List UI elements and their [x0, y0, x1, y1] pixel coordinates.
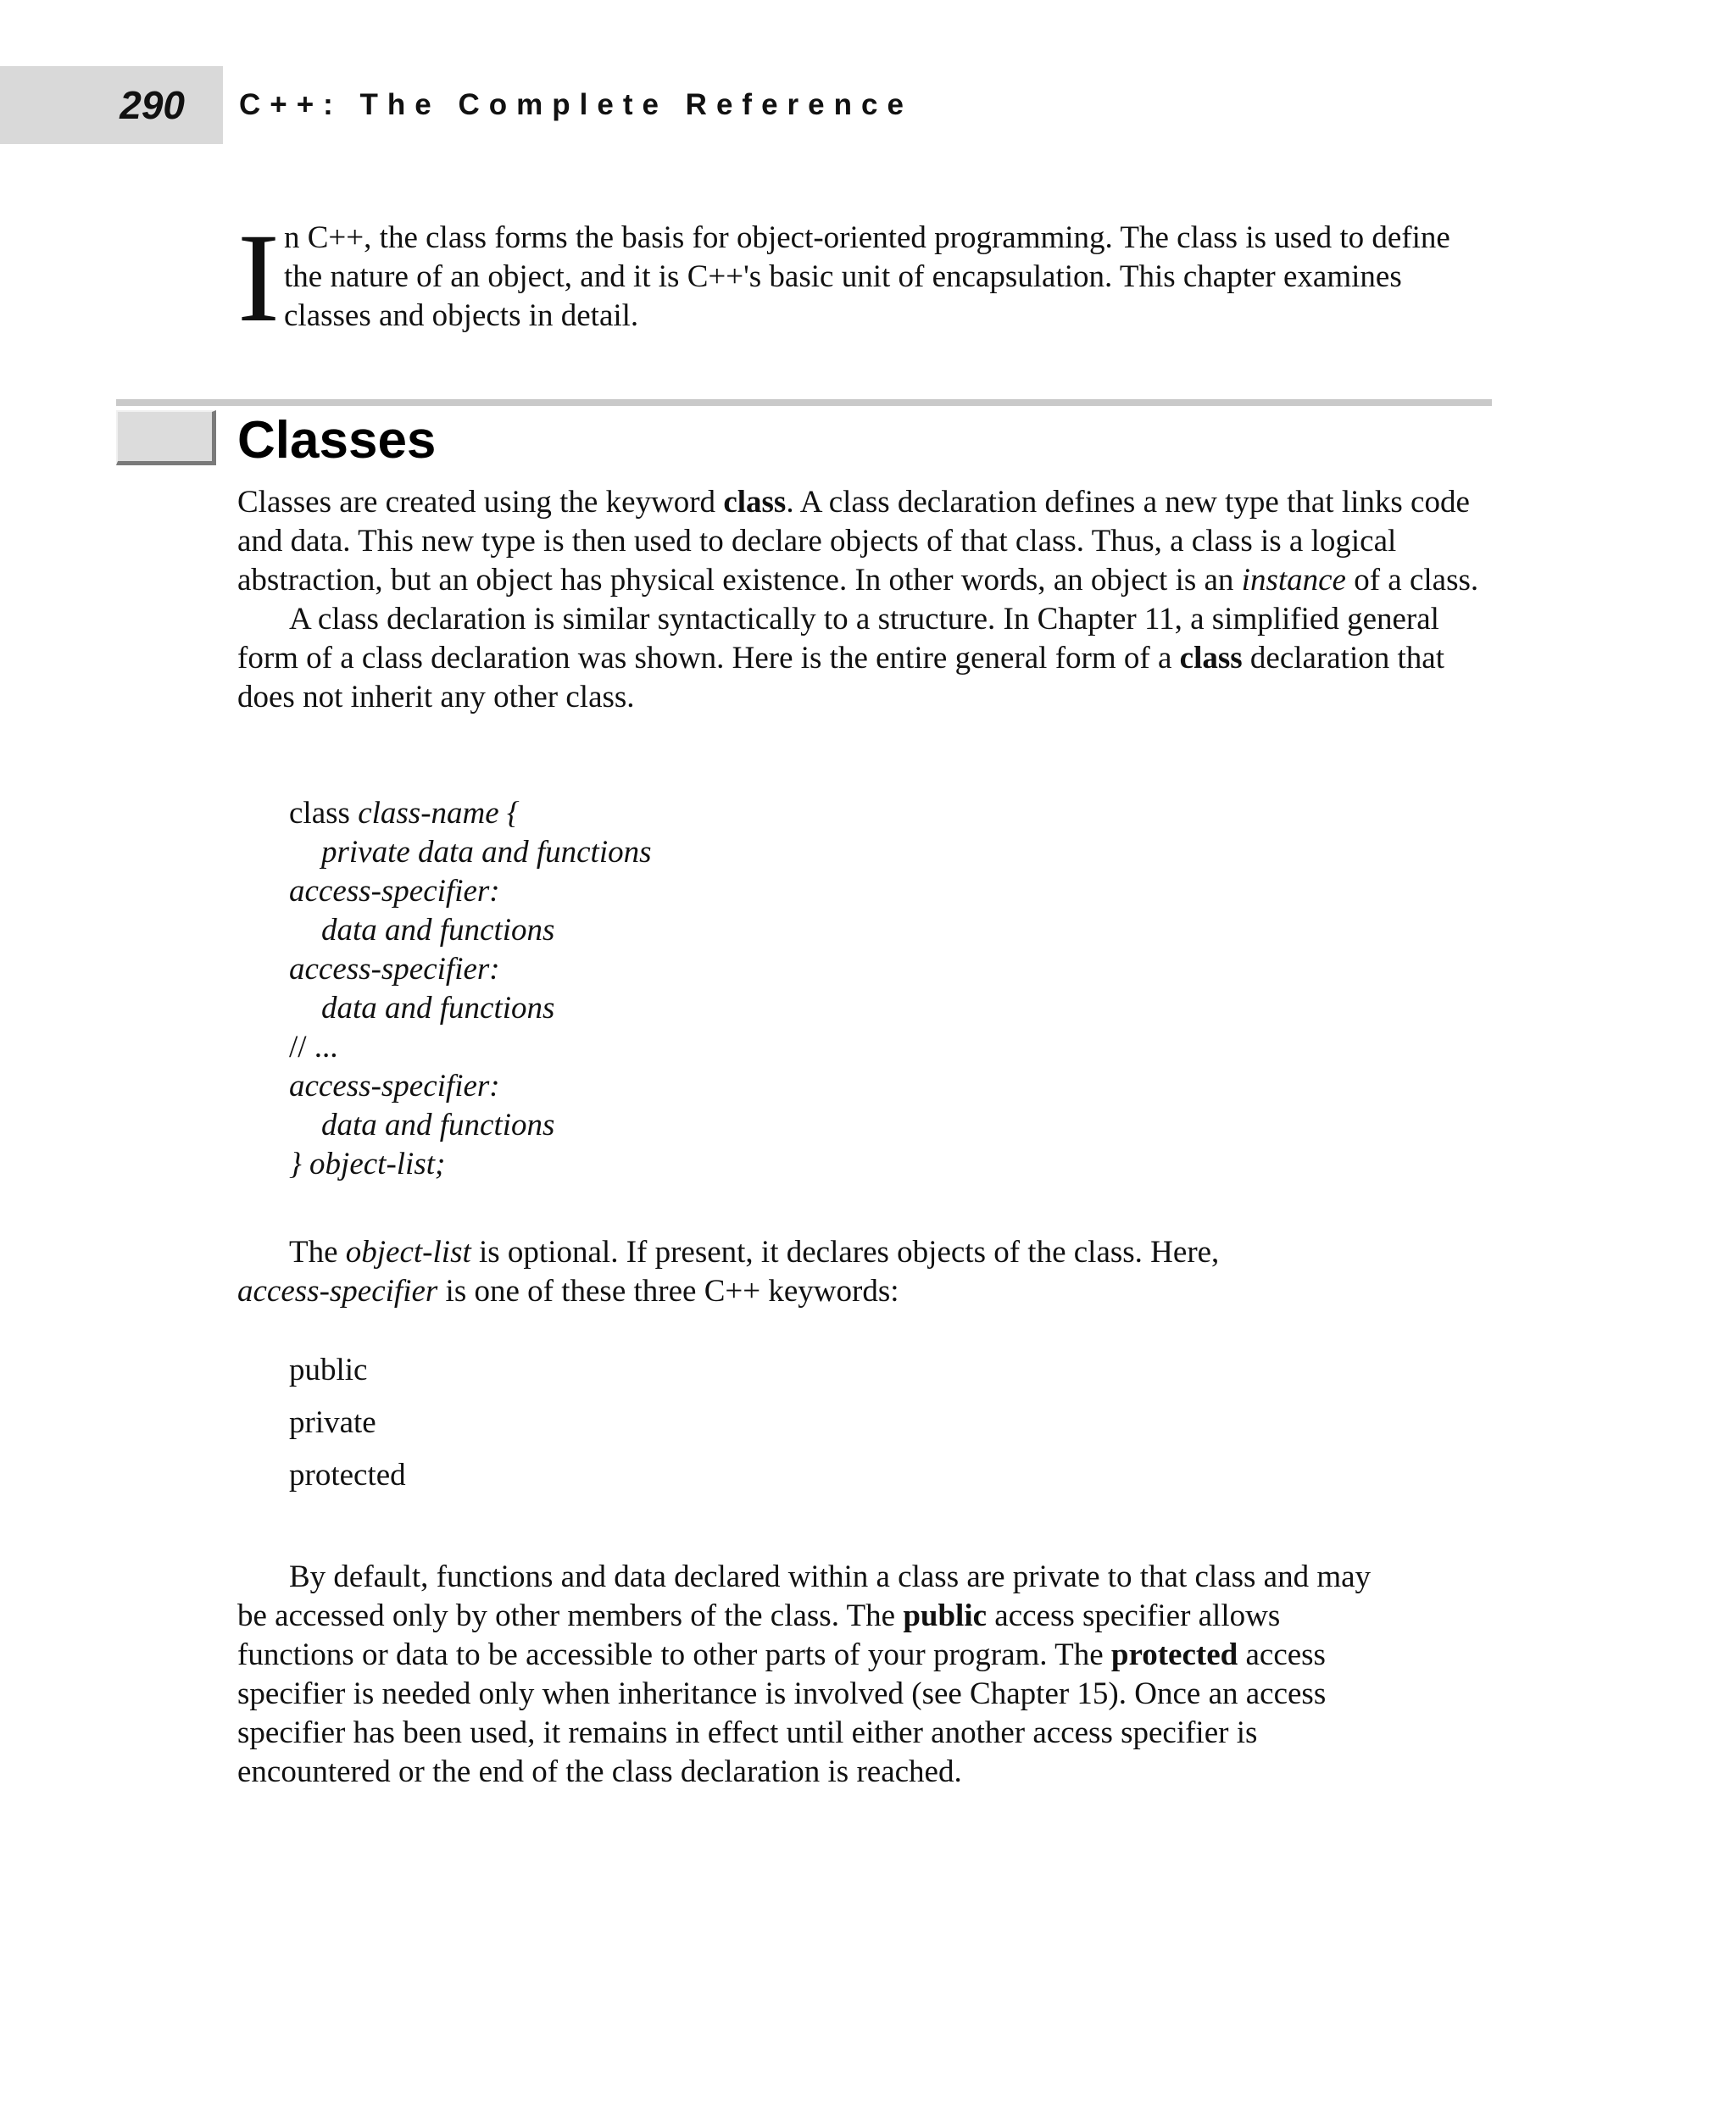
section-marker-box [116, 410, 216, 465]
section-title: Classes [237, 411, 437, 470]
body-block-4 [237, 1558, 1390, 1792]
keyword-class: class [723, 485, 787, 520]
term-instance: instance [1241, 563, 1346, 598]
code-line: access-specifier: [289, 874, 500, 909]
code-line: access-specifier: [289, 1069, 500, 1104]
keyword-protected: protected [1110, 1637, 1238, 1672]
paragraph-general-form: A class declaration is similar syntactically to a structure. In Chapter 11, a simplified general form of a class declaration was shown. Here is the entire general form of a class declaration that does not inherit any other class. [237, 602, 1444, 714]
code-line: access-specifier: [289, 952, 500, 987]
list-item: protected [289, 1458, 406, 1493]
list-item: public [289, 1353, 368, 1387]
general-form-code [289, 794, 652, 1184]
intro-text: n C++, the class forms the basis for object-oriented programming. The class is used to define the nature of an object, and it is C++'s basic unit of encapsulation. This chapter examines classes and objects in detail. [284, 220, 1450, 333]
term-object-list: object-list [345, 1235, 471, 1270]
term-access-specifier: access-specifier [237, 1274, 438, 1309]
code-line: } object-list; [289, 1147, 446, 1181]
drop-cap: I [237, 208, 280, 348]
paragraph-default-access: By default, functions and data declared within a class are private to that class and may be accessed only by other members of the class. The public access specifier allows functions or data to be accessible to other parts of your program. The protected access specifier is needed only when inheritance is involved (see Chapter 15). Once an access specifier has been used, it remains in effect until either another access specifier is encountered or the end of the class declaration is reached. [237, 1559, 1372, 1789]
body-block-1 [237, 483, 1492, 717]
intro-paragraph [237, 208, 1492, 348]
code-line: data and functions [321, 991, 555, 1026]
code-line: data and functions [321, 913, 555, 948]
paragraph-object-list: The object-list is optional. If present, it declares objects of the class. Here, access-specifier is one of these three C++ keywords: [237, 1235, 1220, 1309]
access-keyword-list [289, 1351, 406, 1509]
page-number: 290 [120, 83, 185, 127]
section-rule [116, 399, 1492, 406]
running-head: C++: The Complete Reference [239, 88, 913, 121]
code-line: // ... [289, 1030, 338, 1065]
body-block-3 [237, 1233, 1492, 1311]
paragraph-classes-intro: Classes are created using the keyword class. A class declaration defines a new type that links code and data. This new type is then used to declare objects of that class. Thus, a class is a logical abstraction, but an object has physical existence. In other words, an object is an instance of a class. [237, 485, 1479, 598]
keyword-class: class [1179, 641, 1243, 675]
code-line: data and functions [321, 1108, 555, 1142]
code-line: private data and functions [321, 835, 652, 870]
keyword-public: public [903, 1598, 988, 1633]
list-item: private [289, 1405, 376, 1440]
code-line: class class-name { [289, 796, 520, 831]
